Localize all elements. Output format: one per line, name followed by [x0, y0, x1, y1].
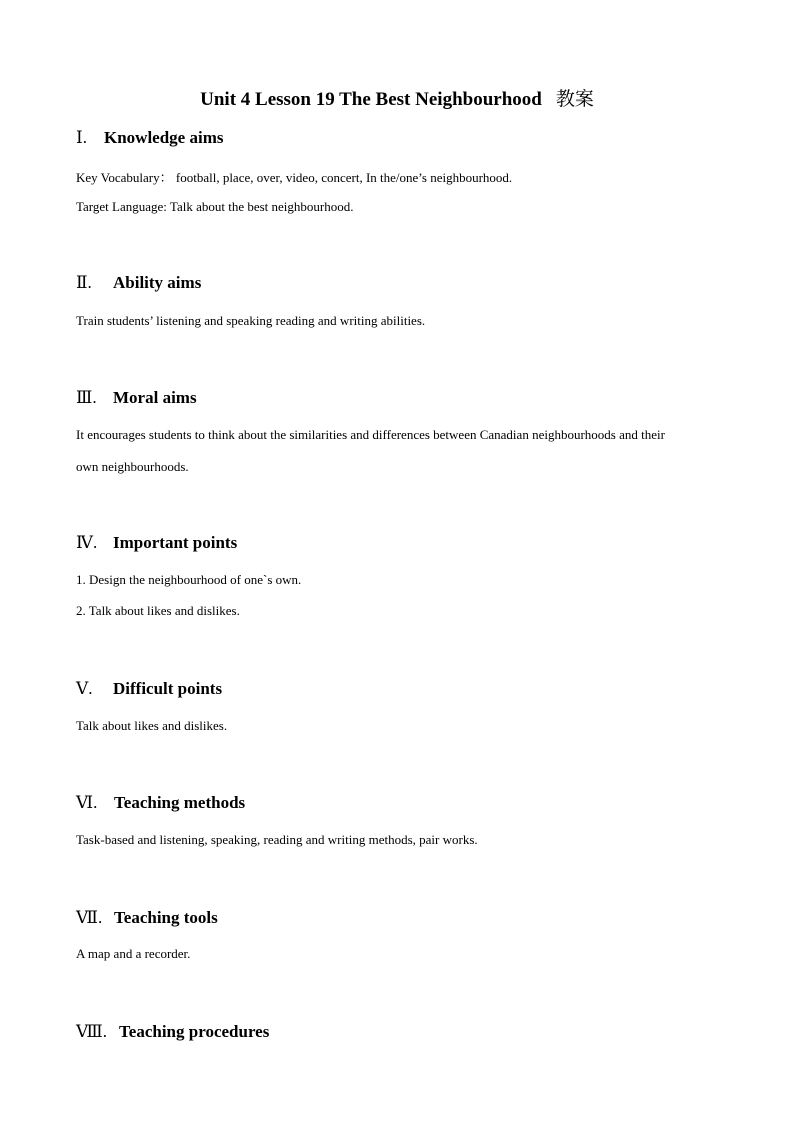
body-line: Target Language: Talk about the best neighbourhood. [76, 199, 354, 214]
body-line: Train students’ listening and speaking reading and writing abilities. [76, 313, 426, 328]
body-line: Task-based and listening, speaking, reading and writing methods, pair works. [76, 832, 478, 847]
section-title: Teaching procedures [119, 1022, 270, 1041]
section-knowledge-aims [76, 128, 736, 214]
body-line: It encourages students to think about the similarities and differences between Canadian neighbourhoods and their [76, 427, 665, 442]
section-ability-aims [76, 273, 736, 328]
section-title: Knowledge aims [104, 128, 224, 147]
section-teaching-methods [76, 793, 736, 847]
body-line: 2. Talk about likes and dislikes. [76, 603, 240, 618]
section-title: Teaching methods [114, 793, 246, 812]
body-line: A map and a recorder. [76, 946, 191, 961]
section-title: Moral aims [113, 388, 197, 407]
section-numeral: Ⅶ. [76, 908, 103, 927]
body-line: Talk about likes and dislikes. [76, 718, 228, 733]
section-important-points [76, 533, 736, 618]
section-moral-aims [76, 388, 736, 474]
body-line: 1. Design the neighbourhood of one`s own. [76, 572, 302, 587]
title-text: Unit 4 Lesson 19 The Best Neighbourhood [200, 89, 542, 110]
section-numeral: Ⅷ. [76, 1022, 108, 1041]
section-heading [76, 1022, 736, 1042]
section-heading [76, 273, 736, 293]
section-heading [76, 388, 736, 408]
section-title: Difficult points [113, 679, 223, 698]
section-numeral: Ⅵ. [76, 793, 98, 812]
section-heading [76, 908, 736, 928]
section-heading [76, 533, 736, 553]
document-title [0, 84, 794, 111]
section-heading [76, 128, 736, 148]
section-teaching-tools [76, 908, 736, 961]
section-numeral: Ⅰ. [76, 128, 87, 147]
body-line: own neighbourhoods. [76, 459, 189, 474]
section-difficult-points [76, 679, 736, 733]
section-title: Ability aims [113, 273, 202, 292]
section-numeral: Ⅳ. [76, 533, 98, 552]
section-teaching-procedures [76, 1022, 736, 1042]
section-numeral: Ⅲ. [76, 388, 97, 407]
body-line: Key Vocabulary： football, place, over, video, concert, In the/one’s neighbourhood. [76, 170, 513, 185]
section-numeral: Ⅴ. [76, 679, 93, 698]
title-chinese: 教案 [555, 89, 594, 110]
section-title: Important points [113, 533, 238, 552]
section-heading [76, 793, 736, 813]
section-heading [76, 679, 736, 699]
section-title: Teaching tools [114, 908, 218, 927]
section-numeral: Ⅱ. [76, 273, 92, 292]
